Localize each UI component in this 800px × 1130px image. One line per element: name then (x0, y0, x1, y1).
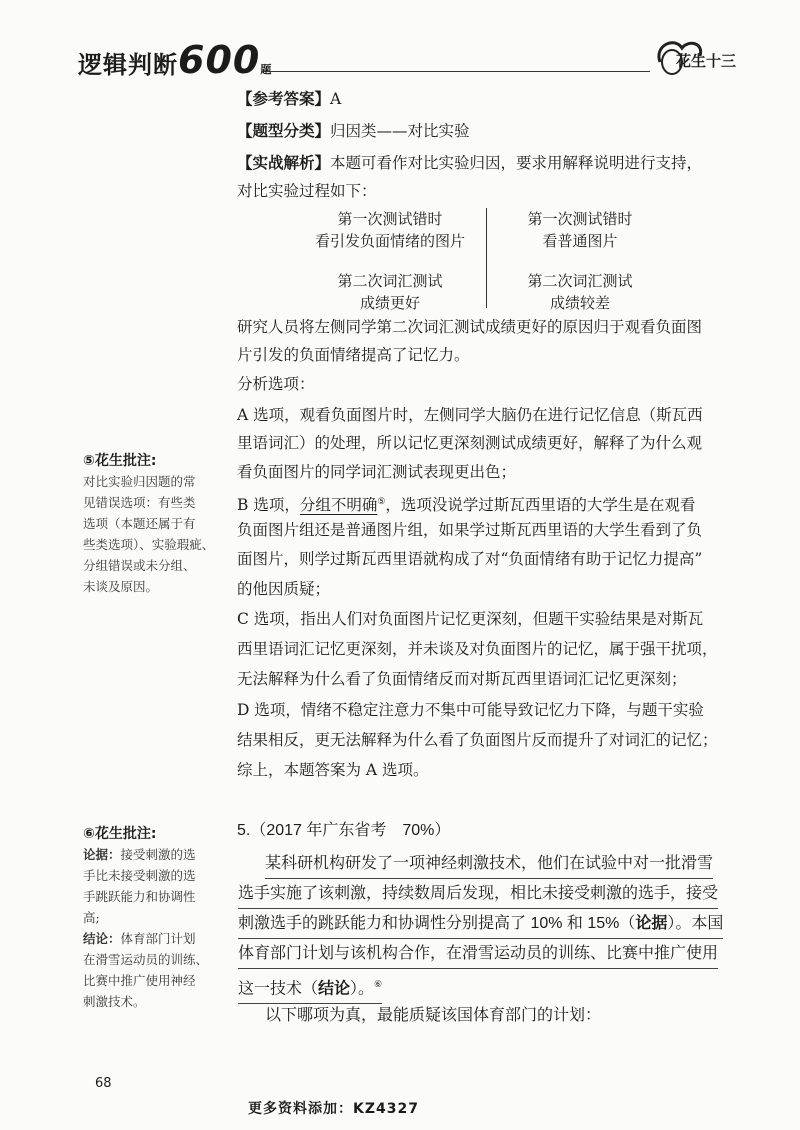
side-note-6-line: 刺激技术。 (83, 994, 146, 1009)
side-note-6-line: 高; (83, 910, 100, 925)
conclusion-text: 体育部门计划 (120, 931, 196, 946)
option-a-line: A 选项，观看负面图片时，左侧同学大脑仍在进行记忆信息（斯瓦西 (237, 406, 703, 424)
ref-value: A (330, 90, 342, 108)
question-text: 这一技术（ (238, 980, 319, 998)
question-line (238, 970, 382, 1004)
reference-answer (237, 88, 341, 110)
question-type (237, 120, 470, 142)
option-b-prefix: B 选项， (237, 496, 300, 515)
option-b-line: 负面图片组还是普通图片组，如果学过斯瓦西里语的大学生看到了负 (237, 521, 703, 539)
question-text: ）。本国 (667, 915, 724, 932)
question-line (238, 910, 723, 939)
page-number: 68 (95, 1076, 112, 1091)
option-a-line: 看负面图片的同学词汇测试表现更出色； (237, 463, 517, 481)
option-b-line: 的他因质疑； (237, 580, 331, 598)
side-note-5-line: 见错误选项：有些类 (83, 495, 196, 510)
diagram-text: 第二次词汇测试 (527, 272, 633, 290)
question-line: 某科研机构研发了一项神经刺激技术，他们在试验中对一批滑雪 (265, 850, 713, 879)
body-line: 研究人员将左侧同学第二次词汇测试成绩更好的原因归于观看负面图 (237, 318, 703, 336)
option-b-underlined: 分组不明确 (299, 496, 378, 515)
side-note-5-line: 未谈及原因。 (83, 579, 159, 594)
book-title (78, 38, 272, 82)
option-b-line: 面图片，则学过斯瓦西里语就构成了对“负面情绪有助于记忆力提高” (237, 550, 703, 568)
diagram-left-top (300, 208, 480, 252)
question-text: 刺激选手的跳跃能力和协调性分别提高了 10% 和 15%（ (238, 915, 636, 932)
analysis-text: 本题可看作对比实验归因，要求用解释说明进行支持， (330, 154, 703, 172)
side-note-6-line (83, 928, 196, 949)
option-c-line: 无法解释为什么看了负面情绪反而对斯瓦西里语词汇记忆更深刻； (237, 670, 687, 688)
option-d-line: D 选项，情绪不稳定注意力不集中可能导致记忆力下降，与题干实验 (237, 701, 704, 719)
side-note-6-line: 在滑雪运动员的训练、 (83, 952, 209, 967)
option-b-line (237, 491, 695, 516)
diagram-text: 成绩更好 (359, 294, 420, 312)
note-ref-6: ⑥ (374, 979, 383, 989)
side-note-5-line: 些类选项）、实验瑕疵、 (83, 537, 215, 552)
analysis-label: 【实战解析】 (237, 153, 331, 172)
diagram-text: 第一次测试错时 (337, 210, 443, 228)
diagram-right-bottom (500, 270, 660, 314)
side-note-5-line: 对比实验归因题的常 (83, 474, 196, 489)
diagram-text: 看引发负面情绪的图片 (314, 232, 465, 250)
analysis-line-2: 对比实验过程如下： (237, 182, 377, 200)
question-text: ）。 (350, 980, 375, 998)
side-note-5-line: 选项（本题还属于有 (83, 516, 196, 531)
title-suffix: 题 (260, 63, 273, 76)
question-line: 体育部门计划与该机构合作，在滑雪运动员的训练、比赛中推广使用 (238, 940, 718, 969)
side-note-5-line: 分组错误或未分组、 (83, 558, 196, 573)
conclusion-tag: 结论 (318, 980, 351, 998)
footer-note: 更多资料添加：KZ4327 (248, 1101, 419, 1117)
body-line: 片引发的负面情绪提高了记忆力。 (237, 346, 470, 364)
basis-label: 论据： (83, 847, 121, 862)
diagram-text: 第二次词汇测试 (337, 272, 443, 290)
option-c-line: C 选项，指出人们对负面图片记忆更深刻，但题干实验结果是对斯瓦 (237, 610, 704, 628)
side-note-6-line: 比赛中推广使用神经 (83, 973, 196, 988)
option-c-line: 西里语词汇记忆更深刻，并未谈及对负面图片的记忆，属于强干扰项， (237, 640, 718, 658)
note-ref-5: ⑤ (377, 497, 386, 507)
question-header: 5.（2017 年广东省考 70%） (237, 822, 451, 839)
conclusion-label: 结论： (83, 931, 121, 946)
side-note-6-line: 手比未接受刺激的选 (83, 868, 196, 883)
ref-label: 【参考答案】 (237, 89, 331, 108)
side-note-5-title: ⑤花生批注: (83, 453, 157, 469)
side-note-6-line: 手跳跃能力和协调性 (83, 889, 196, 904)
question-prompt: 以下哪项为真，最能质疑该国体育部门的计划： (265, 1007, 602, 1024)
diagram-right-top (500, 208, 660, 252)
analysis-line-1 (237, 152, 702, 174)
conclusion-line: 综上，本题答案为 A 选项。 (237, 761, 429, 779)
basis-tag: 论据 (635, 915, 668, 932)
type-label: 【题型分类】 (237, 121, 331, 140)
diagram-divider (486, 208, 487, 308)
diagram-text: 成绩较差 (549, 294, 610, 312)
question-line: 选手实施了该刺激，持续数周后发现，相比未接受刺激的选手，接受 (238, 880, 718, 909)
basis-text: 接受刺激的选 (120, 847, 196, 862)
diagram-text: 第一次测试错时 (527, 210, 633, 228)
body-line: 分析选项： (237, 375, 315, 393)
title-prefix: 逻辑判断 (78, 51, 178, 79)
title-number: 600 (178, 38, 261, 82)
option-a-line: 里语词汇）的处理，所以记忆更深刻测试成绩更好，解释了为什么观 (237, 434, 703, 452)
option-b-rest: ，选项没说学过斯瓦西里语的大学生是在观看 (385, 496, 696, 515)
brand-name: 花生十三 (676, 52, 737, 70)
type-value: 归因类——对比实验 (330, 122, 470, 140)
option-d-line: 结果相反，更无法解释为什么看了负面图片反而提升了对词汇的记忆； (237, 731, 718, 749)
diagram-text: 看普通图片 (542, 232, 618, 250)
diagram-left-bottom (300, 270, 480, 314)
header-rule (262, 71, 650, 72)
side-note-6-title: ⑥花生批注: (83, 826, 157, 842)
side-note-6-line (83, 844, 196, 865)
